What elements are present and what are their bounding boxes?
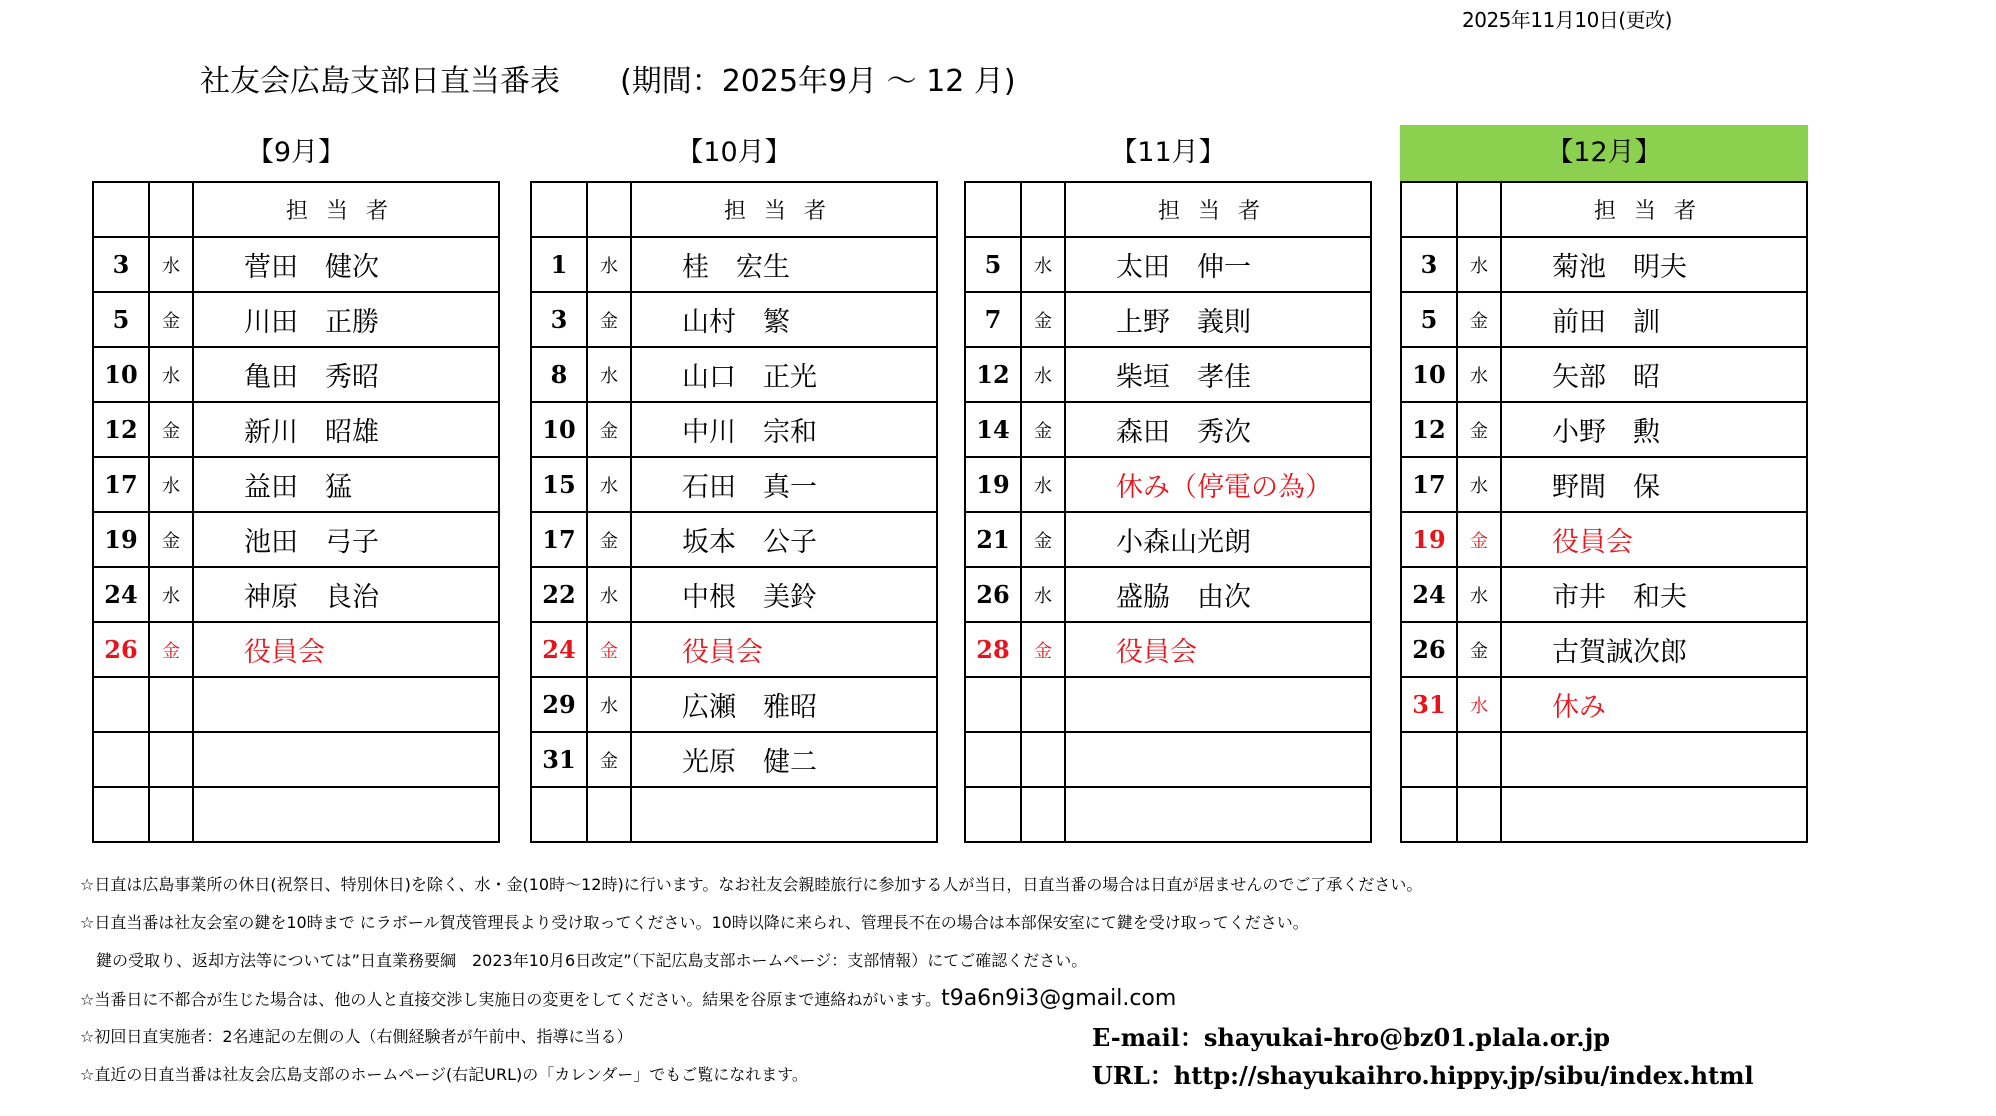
table-row (1401, 622, 1807, 677)
duty-table (92, 181, 500, 843)
day-cell: 5 (93, 292, 149, 347)
duty-table (1400, 181, 1808, 843)
table-row (531, 567, 937, 622)
day-cell: 12 (1401, 402, 1457, 457)
table-row (965, 237, 1371, 292)
table-row (965, 292, 1371, 347)
weekday-cell: 水 (587, 457, 631, 512)
note-holidays: ☆日直は広島事業所の休日(祝祭日、特別休日)を除く、水・金(10時〜12時)に行います。なお社友会親睦旅行に参加する人が当日，日直当番の場合は日直が居ませんのでご了承ください。 (80, 875, 1423, 894)
person-cell: 中川 宗和 (631, 402, 937, 457)
duty-table (964, 181, 1372, 843)
person-cell: 休み（停電の為） (1065, 457, 1371, 512)
weekday-cell (1457, 787, 1501, 842)
table-row (93, 292, 499, 347)
weekday-cell (1021, 732, 1065, 787)
table-row (531, 292, 937, 347)
person-cell: 野間 保 (1501, 457, 1807, 512)
person-cell: 役員会 (1065, 622, 1371, 677)
weekday-cell: 水 (1021, 457, 1065, 512)
weekday-cell: 金 (1457, 292, 1501, 347)
table-row (965, 622, 1371, 677)
person-cell: 休み (1501, 677, 1807, 732)
day-cell: 10 (531, 402, 587, 457)
day-cell: 17 (1401, 457, 1457, 512)
person-cell: 山村 繁 (631, 292, 937, 347)
weekday-cell: 金 (1457, 402, 1501, 457)
table-row (1401, 237, 1807, 292)
weekday-cell: 金 (587, 402, 631, 457)
weekday-cell (149, 787, 193, 842)
weekday-cell: 金 (149, 292, 193, 347)
table-row (93, 732, 499, 787)
day-cell (965, 732, 1021, 787)
person-cell (1065, 787, 1371, 842)
table-row (1401, 402, 1807, 457)
day-cell: 26 (1401, 622, 1457, 677)
person-cell: 上野 義則 (1065, 292, 1371, 347)
header-person-label: 担当者 (1501, 182, 1807, 237)
person-cell (193, 677, 499, 732)
day-cell: 7 (965, 292, 1021, 347)
weekday-cell: 水 (1457, 567, 1501, 622)
day-cell: 17 (531, 512, 587, 567)
month-header: 【12月】 (1400, 125, 1808, 181)
weekday-cell: 金 (149, 402, 193, 457)
person-cell: 前田 訓 (1501, 292, 1807, 347)
header-weekday-cell (1021, 182, 1065, 237)
person-cell: 矢部 昭 (1501, 347, 1807, 402)
day-cell: 29 (531, 677, 587, 732)
weekday-cell (149, 677, 193, 732)
month-header: 【11月】 (1110, 137, 1226, 168)
weekday-cell: 水 (587, 677, 631, 732)
day-cell: 12 (93, 402, 149, 457)
person-cell (193, 787, 499, 842)
day-cell: 24 (1401, 567, 1457, 622)
person-cell (631, 787, 937, 842)
weekday-cell: 水 (149, 567, 193, 622)
weekday-cell: 水 (1457, 347, 1501, 402)
contact-gmail-link[interactable]: t9a6n9i3@gmail.com (941, 986, 1177, 1011)
table-row (93, 237, 499, 292)
weekday-cell: 水 (1021, 237, 1065, 292)
person-cell: 役員会 (1501, 512, 1807, 567)
person-cell: 石田 真一 (631, 457, 937, 512)
day-cell (93, 732, 149, 787)
table-row (965, 732, 1371, 787)
table-row (531, 732, 937, 787)
month-block (964, 125, 1372, 843)
weekday-cell: 水 (1457, 237, 1501, 292)
weekday-cell: 水 (149, 237, 193, 292)
table-row (531, 347, 937, 402)
person-cell: 森田 秀次 (1065, 402, 1371, 457)
person-cell: 山口 正光 (631, 347, 937, 402)
table-row (965, 402, 1371, 457)
weekday-cell: 水 (149, 347, 193, 402)
day-cell: 5 (1401, 292, 1457, 347)
header-day-cell (1401, 182, 1457, 237)
day-cell: 12 (965, 347, 1021, 402)
person-cell: 菊池 明夫 (1501, 237, 1807, 292)
weekday-cell (1021, 787, 1065, 842)
weekday-cell: 金 (1457, 622, 1501, 677)
table-row (1401, 732, 1807, 787)
weekday-cell: 水 (587, 347, 631, 402)
weekday-cell: 水 (1457, 677, 1501, 732)
table-header-row (531, 182, 937, 237)
weekday-cell (1457, 732, 1501, 787)
table-row (93, 677, 499, 732)
table-row (93, 622, 499, 677)
header-day-cell (531, 182, 587, 237)
note-schedule-change-text: ☆当番日に不都合が生じた場合は、他の人と直接交渉し実施日の変更をしてください。結果を谷原まで連絡ねがいます。 (80, 990, 942, 1009)
header-person-label: 担当者 (1065, 182, 1371, 237)
day-cell: 31 (531, 732, 587, 787)
day-cell: 10 (93, 347, 149, 402)
table-row (531, 402, 937, 457)
table-row (965, 457, 1371, 512)
month-header: 【10月】 (676, 137, 792, 168)
header-weekday-cell (587, 182, 631, 237)
person-cell: 池田 弓子 (193, 512, 499, 567)
person-cell: 菅田 健次 (193, 237, 499, 292)
note-first-timer: ☆初回日直実施者：2名連記の左側の人（右側経験者が午前中、指導に当る） (80, 1027, 633, 1046)
person-cell: 坂本 公子 (631, 512, 937, 567)
header-person-label: 担当者 (631, 182, 937, 237)
person-cell: 川田 正勝 (193, 292, 499, 347)
day-cell (1401, 732, 1457, 787)
table-header-row (1401, 182, 1807, 237)
day-cell: 1 (531, 237, 587, 292)
weekday-cell: 金 (1021, 402, 1065, 457)
weekday-cell (1021, 677, 1065, 732)
url-line[interactable]: URL：http://shayukaihro.hippy.jp/sibu/index.html (1092, 1061, 1754, 1090)
page-title: 社友会広島支部日直当番表 (期間：2025年9月 〜 12 月) (200, 64, 1016, 99)
person-cell (1065, 732, 1371, 787)
person-cell: 益田 猛 (193, 457, 499, 512)
email-line[interactable]: E-mail：shayukai-hro@bz01.plala.or.jp (1092, 1023, 1611, 1052)
table-row (93, 457, 499, 512)
weekday-cell: 金 (587, 622, 631, 677)
month-block (92, 125, 500, 843)
person-cell: 役員会 (631, 622, 937, 677)
note-key-procedure: 鍵の受取り、返却方法等については”日直業務要綱 2023年10月6日改定”（下記広島支部ホームページ：支部情報）にてご確認ください。 (80, 951, 1088, 970)
update-date: 2025年11月10日(更改) (1462, 8, 1672, 32)
month-header: 【9月】 (246, 137, 346, 168)
day-cell: 3 (1401, 237, 1457, 292)
person-cell: 役員会 (193, 622, 499, 677)
header-person-label: 担当者 (193, 182, 499, 237)
weekday-cell: 金 (587, 732, 631, 787)
day-cell (965, 677, 1021, 732)
header-day-cell (965, 182, 1021, 237)
day-cell: 24 (93, 567, 149, 622)
person-cell: 市井 和夫 (1501, 567, 1807, 622)
month-block (1400, 125, 1808, 843)
weekday-cell: 水 (587, 237, 631, 292)
person-cell (1501, 787, 1807, 842)
person-cell (1501, 732, 1807, 787)
weekday-cell: 金 (1457, 512, 1501, 567)
table-row (965, 512, 1371, 567)
table-row (531, 787, 937, 842)
note-schedule-change (80, 986, 1176, 1011)
table-row (965, 567, 1371, 622)
weekday-cell: 金 (1021, 622, 1065, 677)
table-row (93, 402, 499, 457)
day-cell: 10 (1401, 347, 1457, 402)
table-row (93, 347, 499, 402)
day-cell (531, 787, 587, 842)
day-cell: 14 (965, 402, 1021, 457)
person-cell: 新川 昭雄 (193, 402, 499, 457)
table-row (1401, 512, 1807, 567)
table-row (1401, 787, 1807, 842)
person-cell: 神原 良治 (193, 567, 499, 622)
table-row (531, 622, 937, 677)
day-cell: 22 (531, 567, 587, 622)
weekday-cell: 金 (149, 622, 193, 677)
table-row (531, 512, 937, 567)
day-cell (1401, 787, 1457, 842)
weekday-cell: 金 (1021, 292, 1065, 347)
table-row (1401, 457, 1807, 512)
person-cell: 盛脇 由次 (1065, 567, 1371, 622)
header-weekday-cell (1457, 182, 1501, 237)
person-cell: 太田 伸一 (1065, 237, 1371, 292)
person-cell: 中根 美鈴 (631, 567, 937, 622)
person-cell (193, 732, 499, 787)
header-weekday-cell (149, 182, 193, 237)
day-cell: 5 (965, 237, 1021, 292)
duty-table (530, 181, 938, 843)
table-row (965, 787, 1371, 842)
day-cell: 28 (965, 622, 1021, 677)
day-cell: 19 (93, 512, 149, 567)
day-cell: 21 (965, 512, 1021, 567)
weekday-cell: 金 (587, 292, 631, 347)
day-cell: 19 (1401, 512, 1457, 567)
day-cell: 8 (531, 347, 587, 402)
day-cell: 31 (1401, 677, 1457, 732)
day-cell: 19 (965, 457, 1021, 512)
day-cell: 17 (93, 457, 149, 512)
table-row (965, 347, 1371, 402)
day-cell: 24 (531, 622, 587, 677)
day-cell: 26 (93, 622, 149, 677)
weekday-cell: 水 (1457, 457, 1501, 512)
person-cell: 小森山光朗 (1065, 512, 1371, 567)
day-cell: 15 (531, 457, 587, 512)
person-cell: 桂 宏生 (631, 237, 937, 292)
table-row (93, 787, 499, 842)
day-cell (965, 787, 1021, 842)
person-cell: 柴垣 孝佳 (1065, 347, 1371, 402)
day-cell: 3 (531, 292, 587, 347)
weekday-cell: 水 (1021, 567, 1065, 622)
person-cell: 広瀬 雅昭 (631, 677, 937, 732)
day-cell: 26 (965, 567, 1021, 622)
weekday-cell (587, 787, 631, 842)
header-day-cell (93, 182, 149, 237)
month-block (530, 125, 938, 843)
day-cell (93, 677, 149, 732)
day-cell (93, 787, 149, 842)
table-row (93, 567, 499, 622)
table-row (1401, 677, 1807, 732)
weekday-cell: 水 (587, 567, 631, 622)
table-row (1401, 292, 1807, 347)
weekday-cell: 金 (1021, 512, 1065, 567)
table-row (965, 677, 1371, 732)
weekday-cell (149, 732, 193, 787)
person-cell (1065, 677, 1371, 732)
person-cell: 古賀誠次郎 (1501, 622, 1807, 677)
day-cell: 3 (93, 237, 149, 292)
table-row (531, 237, 937, 292)
table-header-row (93, 182, 499, 237)
table-row (531, 677, 937, 732)
weekday-cell: 金 (587, 512, 631, 567)
weekday-cell: 金 (149, 512, 193, 567)
table-row (93, 512, 499, 567)
note-calendar: ☆直近の日直当番は社友会広島支部のホームページ(右記URL)の「カレンダー」でもご覧になれます。 (80, 1065, 808, 1084)
note-key-pickup: ☆日直当番は社友会室の鍵を10時まで にラボール賀茂管理長より受け取ってください。10時以降に来られ、管理長不在の場合は本部保安室にて鍵を受け取ってください。 (80, 913, 1309, 932)
weekday-cell: 水 (149, 457, 193, 512)
person-cell: 亀田 秀昭 (193, 347, 499, 402)
table-row (1401, 567, 1807, 622)
table-row (1401, 347, 1807, 402)
person-cell: 小野 勲 (1501, 402, 1807, 457)
table-row (531, 457, 937, 512)
table-header-row (965, 182, 1371, 237)
person-cell: 光原 健二 (631, 732, 937, 787)
weekday-cell: 水 (1021, 347, 1065, 402)
